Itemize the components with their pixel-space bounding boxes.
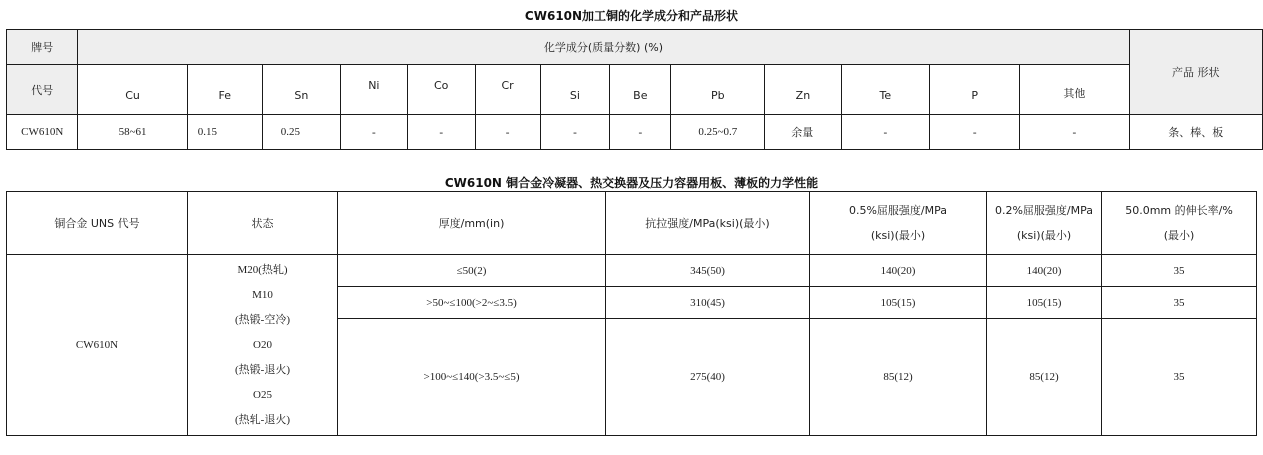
elongation-value: 35: [1102, 319, 1257, 436]
composition-value: -: [841, 115, 929, 150]
element-header: Cr: [475, 65, 540, 115]
elongation-header: [1102, 192, 1257, 255]
state-item: O20: [253, 338, 272, 351]
element-header: Cu: [78, 65, 187, 115]
composition-value: -: [610, 115, 671, 150]
composition-value: 0.15: [187, 115, 262, 150]
composition-value: -: [930, 115, 1020, 150]
yield05-value: 140(20): [810, 255, 987, 287]
element-header: Te: [841, 65, 929, 115]
state-item: O25: [253, 388, 272, 401]
state-list: [188, 255, 338, 436]
yield02-header-line1: 0.2%屈服强度/MPa: [994, 204, 1094, 217]
table1-title: CW610N加工铜的化学成分和产品形状: [524, 9, 739, 23]
composition-value: -: [540, 115, 610, 150]
composition-value: 余量: [765, 115, 841, 150]
yield02-header-line2: (ksi)(最小): [1016, 229, 1072, 242]
yield02-value: 85(12): [987, 319, 1102, 436]
tensile-value: 345(50): [606, 255, 810, 287]
state-item: (热轧-退火): [235, 413, 290, 426]
product-form-header: 产品 形状: [1129, 30, 1263, 115]
tensile-value: 275(40): [606, 319, 810, 436]
uns-header: 铜合金 UNS 代号: [7, 192, 188, 255]
yield02-value: 140(20): [987, 255, 1102, 287]
brand-header: 牌号: [7, 30, 78, 65]
composition-value: 0.25: [262, 115, 340, 150]
element-header: Co: [407, 65, 475, 115]
table2-title: CW610N 铜合金冷凝器、热交换器及压力容器用板、薄板的力学性能: [444, 176, 819, 190]
yield05-header-line1: 0.5%屈服强度/MPa: [848, 204, 948, 217]
yield02-header: [987, 192, 1102, 255]
elongation-header-line1: 50.0mm 的伸长率/%: [1125, 204, 1233, 217]
product-form-value: 条、棒、板: [1129, 115, 1263, 150]
elongation-value: 35: [1102, 287, 1257, 319]
composition-value: -: [407, 115, 475, 150]
yield05-value: 85(12): [810, 319, 987, 436]
tensile-header: 抗拉强度/MPa(ksi)(最小): [606, 192, 810, 255]
composition-value: -: [475, 115, 540, 150]
tensile-value: 310(45): [606, 287, 810, 319]
mechanical-properties-table: [6, 191, 1257, 436]
yield05-header: [810, 192, 987, 255]
state-header: 状态: [188, 192, 338, 255]
yield05-value: 105(15): [810, 287, 987, 319]
state-item: (热锻-退火): [235, 363, 290, 376]
uns-code: CW610N: [7, 255, 188, 436]
state-item: (热锻-空冷): [235, 313, 290, 326]
state-item: M20(热轧): [237, 263, 288, 276]
element-header: Zn: [765, 65, 841, 115]
yield05-header-line2: (ksi)(最小): [870, 229, 926, 242]
composition-value: -: [340, 115, 407, 150]
element-header: Sn: [262, 65, 340, 115]
thickness-value: >100~≤140(>3.5~≤5): [338, 319, 606, 436]
composition-table: [6, 29, 1263, 150]
element-header: Be: [610, 65, 671, 115]
composition-header: 化学成分(质量分数) (%): [78, 30, 1129, 65]
elongation-value: 35: [1102, 255, 1257, 287]
element-header: Pb: [671, 65, 765, 115]
element-header: 其他: [1020, 65, 1129, 115]
yield02-value: 105(15): [987, 287, 1102, 319]
element-header: Fe: [187, 65, 262, 115]
element-header: Si: [540, 65, 610, 115]
element-header: P: [930, 65, 1020, 115]
alloy-code: CW610N: [7, 115, 78, 150]
thickness-header: 厚度/mm(in): [338, 192, 606, 255]
state-item: M10: [252, 288, 273, 301]
thickness-value: ≤50(2): [338, 255, 606, 287]
composition-value: 58~61: [78, 115, 187, 150]
elongation-header-line2: (最小): [1163, 229, 1195, 242]
composition-value: 0.25~0.7: [671, 115, 765, 150]
thickness-value: >50~≤100(>2~≤3.5): [338, 287, 606, 319]
code-header: 代号: [7, 65, 78, 115]
composition-value: -: [1020, 115, 1129, 150]
element-header: Ni: [340, 65, 407, 115]
